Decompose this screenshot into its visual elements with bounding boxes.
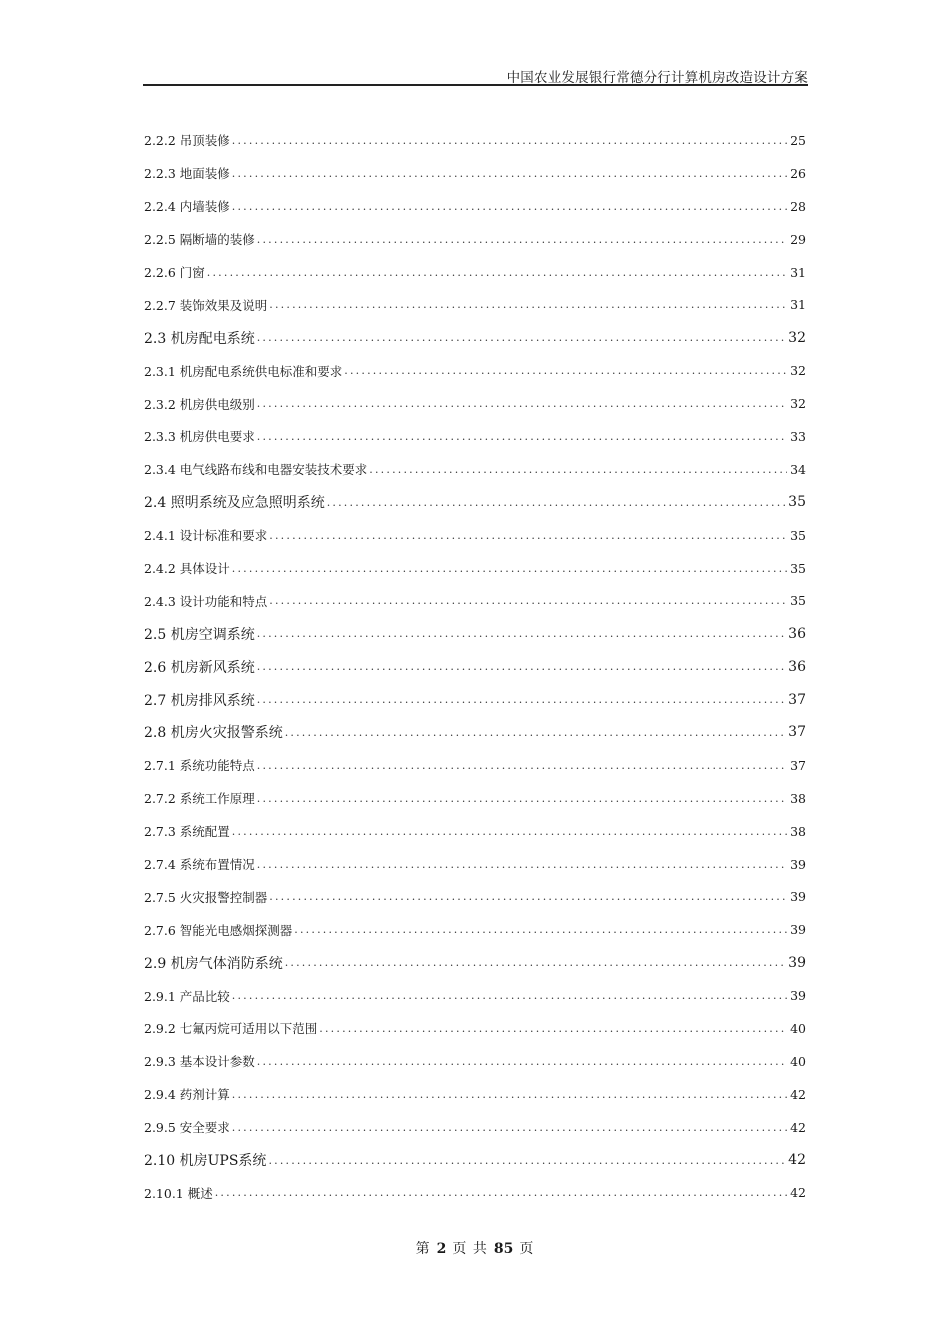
toc-entry-label: 2.2.7 装饰效果及说明 [144,297,268,313]
toc-entry-label: 2.9.5 安全要求 [144,1120,230,1136]
toc-entry-label: 2.9.2 七氟丙烷可适用以下范围 [144,1021,318,1037]
toc-entry-page-number: 39 [790,988,806,1004]
toc-leader-dots [268,1154,785,1167]
toc-leader-dots [232,134,787,147]
toc-entry-label: 2.9.4 药剂计算 [144,1087,230,1103]
toc-leader-dots [369,463,787,476]
toc-entry-label: 2.4 照明系统及应急照明系统 [144,495,325,512]
toc-entry-label: 2.9.1 产品比较 [144,988,230,1004]
toc-entry[interactable] [144,354,806,387]
toc-leader-dots [269,529,787,542]
toc-entry-page-number: 39 [790,889,806,905]
toc-entry-page-number: 31 [790,264,806,280]
toc-entry-page-number: 38 [790,790,806,806]
toc-leader-dots [257,858,787,871]
toc-entry[interactable] [144,519,806,552]
toc-entry-label: 2.5 机房空调系统 [144,626,255,643]
toc-entry[interactable] [144,650,806,683]
toc-entry-page-number: 32 [788,329,806,346]
toc-leader-dots [207,266,787,279]
toc-entry-label: 2.4.3 设计功能和特点 [144,593,268,609]
toc-leader-dots [257,1055,787,1068]
toc-entry-page-number: 38 [790,823,806,839]
toc-entry[interactable] [144,420,806,453]
toc-entry[interactable] [144,223,806,256]
footer-mid: 页 共 [452,1241,488,1257]
toc-leader-dots [232,825,787,838]
toc-leader-dots [327,496,785,509]
toc-entry-label: 2.4.2 具体设计 [144,561,230,577]
toc-entry-page-number: 42 [790,1119,806,1135]
toc-leader-dots [232,1088,787,1101]
toc-leader-dots [257,660,785,673]
toc-leader-dots [257,759,787,772]
toc-entry[interactable] [144,124,806,157]
toc-entry-page-number: 40 [790,1020,806,1036]
table-of-contents [144,124,806,1209]
toc-entry[interactable] [144,157,806,190]
toc-entry-page-number: 36 [788,658,806,675]
toc-leader-dots [269,594,787,607]
toc-entry-label: 2.3.2 机房供电级别 [144,396,255,412]
toc-entry-label: 2.7 机房排风系统 [144,692,255,709]
toc-entry-page-number: 26 [790,165,806,181]
toc-entry-page-number: 32 [790,396,806,412]
toc-entry[interactable] [144,716,806,749]
toc-leader-dots [232,562,787,575]
toc-entry[interactable] [144,782,806,815]
footer-suffix: 页 [519,1241,535,1257]
toc-leader-dots [344,364,787,377]
toc-entry[interactable] [144,1177,806,1210]
toc-entry-page-number: 42 [788,1152,806,1169]
toc-leader-dots [232,200,787,213]
toc-entry-label: 2.7.3 系统配置 [144,824,230,840]
toc-leader-dots [257,430,787,443]
toc-entry-label: 2.9 机房气体消防系统 [144,955,283,972]
toc-entry-label: 2.3.4 电气线路布线和电器安装技术要求 [144,462,368,478]
toc-entry[interactable] [144,1144,806,1177]
toc-entry[interactable] [144,683,806,716]
toc-entry-page-number: 42 [790,1086,806,1102]
toc-leader-dots [269,890,787,903]
toc-entry-label: 2.6 机房新风系统 [144,659,255,676]
page-footer [0,1238,950,1258]
toc-entry-label: 2.4.1 设计标准和要求 [144,528,268,544]
toc-entry[interactable] [144,288,806,321]
toc-entry-page-number: 37 [788,691,806,708]
toc-leader-dots [232,989,787,1002]
toc-leader-dots [285,956,785,969]
toc-entry[interactable] [144,256,806,289]
toc-entry-page-number: 35 [790,527,806,543]
toc-entry-label: 2.7.6 智能光电感烟探测器 [144,922,293,938]
toc-entry[interactable] [144,321,806,354]
toc-entry-page-number: 42 [790,1185,806,1201]
toc-entry-label: 2.2.3 地面装修 [144,166,230,182]
toc-leader-dots [232,167,787,180]
toc-entry[interactable] [144,1012,806,1045]
toc-leader-dots [294,923,787,936]
toc-entry-label: 2.2.5 隔断墙的装修 [144,232,255,248]
toc-entry-page-number: 32 [790,363,806,379]
toc-entry[interactable] [144,1111,806,1144]
toc-leader-dots [257,397,787,410]
toc-entry-page-number: 36 [788,625,806,642]
toc-entry-page-number: 39 [790,856,806,872]
toc-entry-label: 2.7.2 系统工作原理 [144,791,255,807]
toc-leader-dots [215,1186,787,1199]
page-header [143,62,808,86]
toc-entry-page-number: 31 [790,297,806,313]
toc-leader-dots [319,1022,787,1035]
toc-entry-label: 2.7.1 系统功能特点 [144,758,255,774]
toc-entry-label: 2.2.6 门窗 [144,265,205,280]
toc-leader-dots [232,1121,787,1134]
toc-entry[interactable] [144,913,806,946]
toc-entry-label: 2.3 机房配电系统 [144,330,255,347]
toc-entry[interactable] [144,979,806,1012]
toc-leader-dots [257,693,785,706]
toc-entry-page-number: 37 [790,757,806,773]
toc-entry-label: 2.7.5 火灾报警控制器 [144,889,268,905]
toc-leader-dots [257,233,787,246]
toc-entry-page-number: 35 [790,560,806,576]
footer-prefix: 第 [415,1241,431,1257]
toc-entry-page-number: 34 [790,461,806,477]
toc-entry[interactable] [144,552,806,585]
toc-entry-page-number: 29 [790,231,806,247]
toc-entry-label: 2.10.1 概述 [144,1185,213,1201]
toc-entry[interactable] [144,848,806,881]
toc-entry-label: 2.3.3 机房供电要求 [144,429,255,445]
toc-leader-dots [257,331,785,344]
toc-entry-label: 2.2.4 内墙装修 [144,199,230,215]
toc-entry[interactable] [144,1045,806,1078]
toc-leader-dots [257,627,785,640]
toc-entry[interactable] [144,387,806,420]
toc-entry-page-number: 40 [790,1053,806,1069]
toc-entry[interactable] [144,190,806,223]
toc-entry-page-number: 28 [790,198,806,214]
toc-entry-page-number: 35 [788,494,806,511]
footer-total-pages: 85 [493,1241,514,1257]
toc-entry[interactable] [144,1078,806,1111]
toc-entry[interactable] [144,486,806,519]
toc-entry-label: 2.7.4 系统布置情况 [144,857,255,873]
toc-entry-label: 2.9.3 基本设计参数 [144,1054,255,1070]
toc-entry[interactable] [144,749,806,782]
toc-entry-label: 2.2.2 吊顶装修 [144,133,230,149]
toc-entry[interactable] [144,946,806,979]
header-title: 中国农业发展银行常德分行计算机房改造设计方案 [506,70,808,86]
toc-entry-page-number: 39 [790,922,806,938]
toc-entry-label: 2.10 机房UPS系统 [144,1153,267,1170]
toc-entry-page-number: 35 [790,593,806,609]
toc-entry-page-number: 39 [788,954,806,971]
toc-leader-dots [269,298,787,311]
toc-leader-dots [257,792,787,805]
toc-entry-label: 2.8 机房火灾报警系统 [144,725,283,742]
toc-leader-dots [285,726,785,739]
toc-entry-page-number: 33 [790,428,806,444]
toc-entry[interactable] [144,815,806,848]
toc-entry-page-number: 37 [788,724,806,741]
toc-entry[interactable] [144,880,806,913]
toc-entry-page-number: 25 [790,132,806,148]
toc-entry[interactable] [144,453,806,486]
toc-entry[interactable] [144,617,806,650]
toc-entry[interactable] [144,584,806,617]
toc-entry-label: 2.3.1 机房配电系统供电标准和要求 [144,363,343,379]
footer-current-page: 2 [436,1241,447,1257]
